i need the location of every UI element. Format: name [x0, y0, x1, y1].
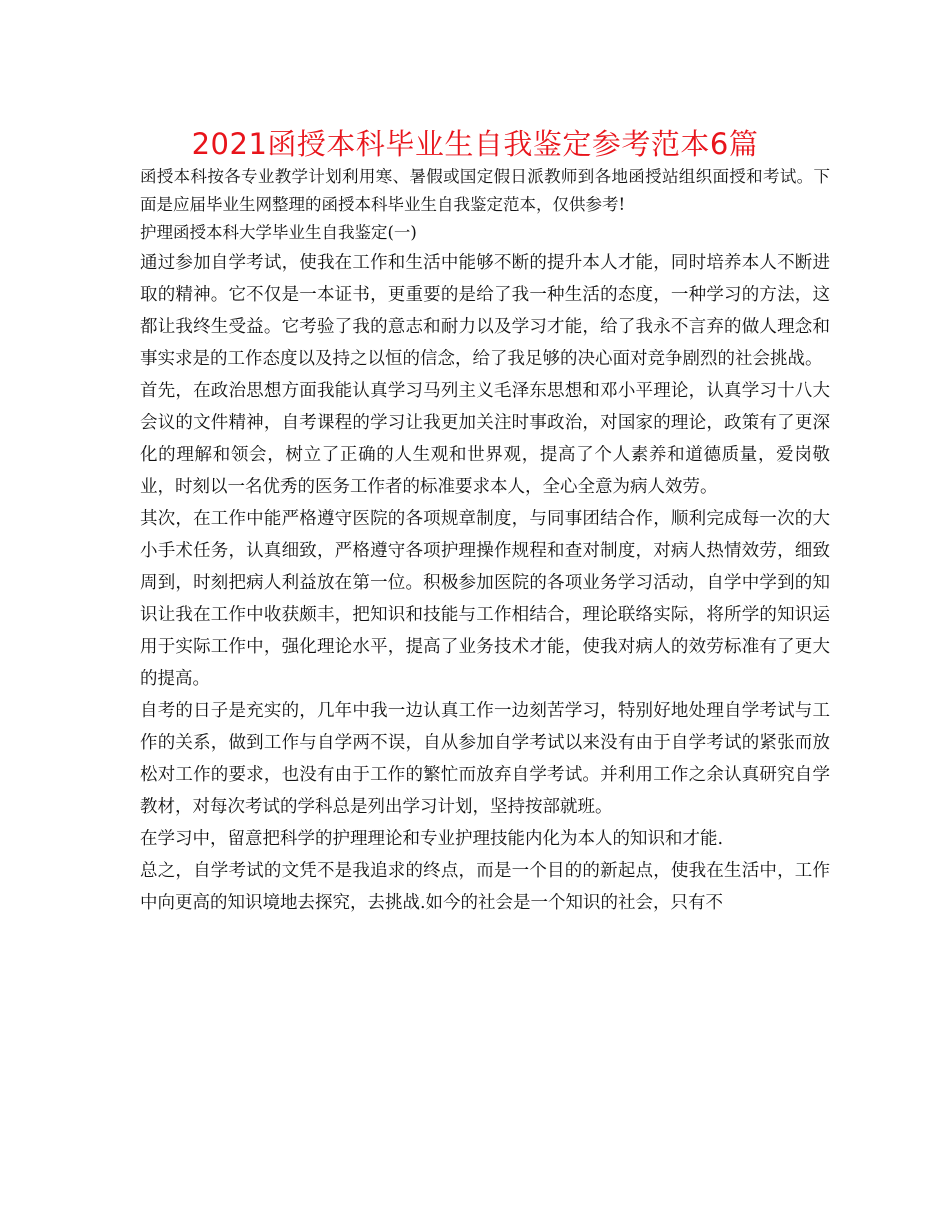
- body-paragraph: 通过参加自学考试，使我在工作和生活中能够不断的提升本人才能，同时培养本人不断进取的精神。它不仅是一本证书，更重要的是给了我一种生活的态度，一种学习的方法，这都让我终生受益。它考验了我的意志和耐力以及学习才能，给了我永不言弃的做人理念和事实求是的工作态度以及持之以恒的信念，给了我足够的决心面对竞争剧烈的社会挑战。: [140, 253, 830, 369]
- intro-paragraph: 函授本科按各专业教学计划利用寒、暑假或国定假日派教师到各地函授站组织面授和考试。下面是应届毕业生网整理的函授本科毕业生自我鉴定范本，仅供参考!: [140, 167, 830, 214]
- body-paragraph: 其次，在工作中能严格遵守医院的各项规章制度，与同事团结合作，顺利完成每一次的大小手术任务，认真细致，严格遵守各项护理操作规程和查对制度，对病人热情效劳，细致周到，时刻把病人利益放在第一位。积极参加医院的各项业务学习活动，自学中学到的知识让我在工作中收获颇丰，把知识和技能与工作相结合，理论联络实际，将所学的知识运用于实际工作中，强化理论水平，提高了业务技术才能，使我对病人的效劳标准有了更大的提高。: [140, 509, 830, 689]
- document-body: [140, 163, 830, 919]
- section-heading: 护理函授本科大学毕业生自我鉴定(一): [140, 223, 417, 242]
- body-paragraph: 自考的日子是充实的，几年中我一边认真工作一边刻苦学习，特别好地处理自学考试与工作的关系，做到工作与自学两不误，自从参加自学考试以来没有由于自学考试的紧张而放松对工作的要求，也没有由于工作的繁忙而放弃自学考试。并利用工作之余认真研究自学教材，对每次考试的学科总是列出学习计划，坚持按部就班。: [140, 701, 830, 817]
- body-paragraph: 首先，在政治思想方面我能认真学习马列主义毛泽东思想和邓小平理论，认真学习十八大会议的文件精神，自考课程的学习让我更加关注时事政治，对国家的理论，政策有了更深化的理解和领会，树立了正确的人生观和世界观，提高了个人素养和道德质量，爱岗敬业，时刻以一名优秀的医务工作者的标准要求本人，全心全意为病人效劳。: [140, 381, 830, 497]
- body-paragraph: 总之，自学考试的文凭不是我追求的终点，而是一个目的的新起点，使我在生活中，工作中向更高的知识境地去探究，去挑战.如今的社会是一个知识的社会，只有不: [140, 861, 830, 913]
- body-paragraph: 在学习中，留意把科学的护理理论和专业护理技能内化为本人的知识和才能.: [140, 829, 724, 849]
- document-title: 2021函授本科毕业生自我鉴定参考范本6篇: [191, 127, 759, 161]
